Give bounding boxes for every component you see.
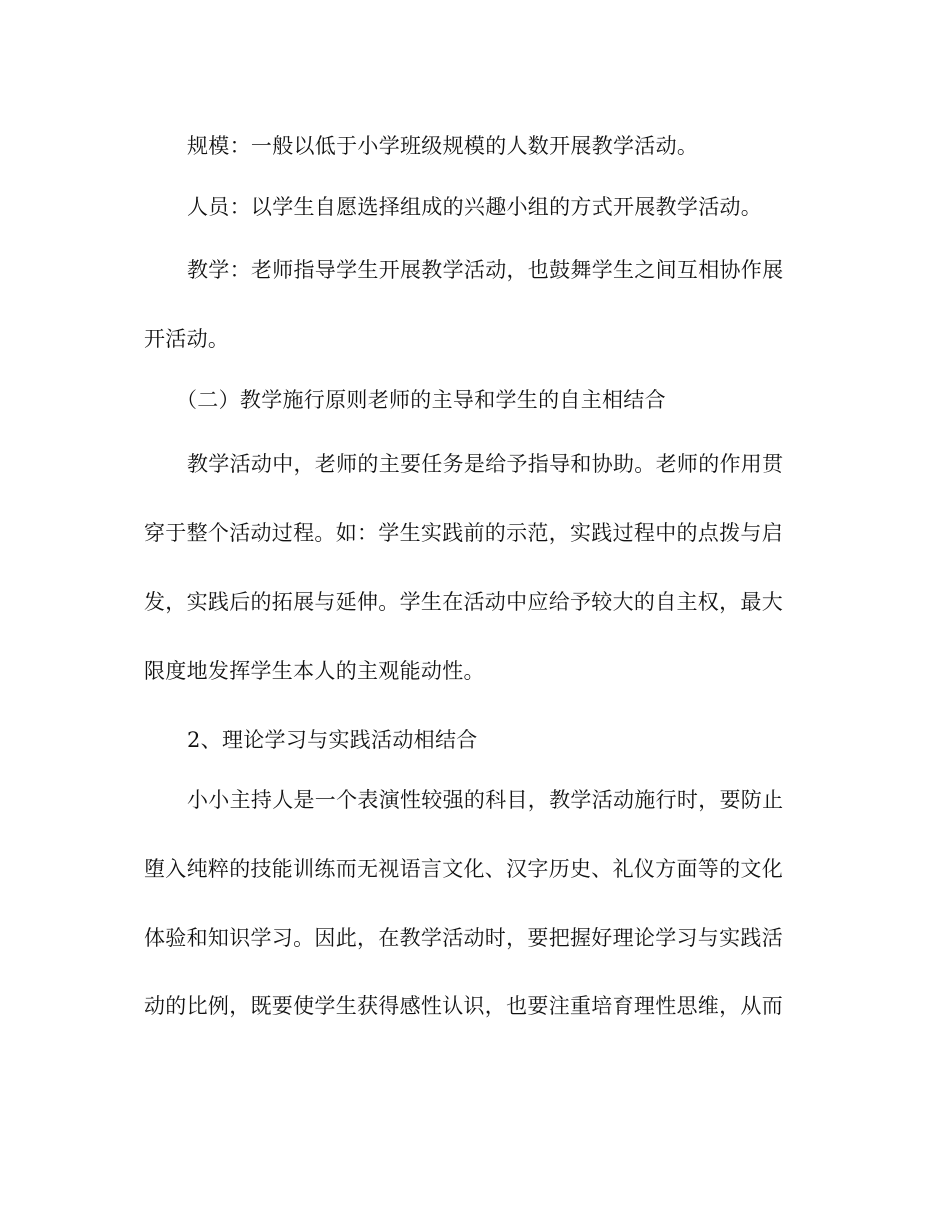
paragraph-host-line-3: 体验和知识学习。因此，在教学活动时，要把握好理论学习与实践活 — [144, 926, 783, 950]
section-heading-principle: （二）教学施行原则老师的主导和学生的自主相结合 — [176, 388, 666, 412]
section-heading-theory-practice: 2、理论学习与实践活动相结合 — [187, 728, 478, 752]
paragraph-guidance-line-4: 限度地发挥学生本人的主观能动性。 — [144, 659, 485, 683]
paragraph-teaching-line-1: 教学：老师指导学生开展教学活动，也鼓舞学生之间互相协作展 — [187, 258, 784, 282]
paragraph-guidance-line-2: 穿于整个活动过程。如：学生实践前的示范，实践过程中的点拨与启 — [144, 521, 783, 545]
paragraph-scale: 规模：一般以低于小学班级规模的人数开展教学活动。 — [187, 134, 699, 158]
paragraph-guidance-line-1: 教学活动中，老师的主要任务是给予指导和协助。老师的作用贯 — [187, 452, 784, 476]
paragraph-guidance-line-3: 发，实践后的拓展与延伸。学生在活动中应给予较大的自主权，最大 — [144, 590, 783, 614]
paragraph-teaching-line-2: 开活动。 — [144, 327, 230, 351]
paragraph-host-line-4: 动的比例，既要使学生获得感性认识，也要注重培育理性思维，从而 — [144, 994, 783, 1018]
paragraph-host-line-2: 堕入纯粹的技能训练而无视语言文化、汉字历史、礼仪方面等的文化 — [144, 857, 783, 881]
paragraph-personnel: 人员：以学生自愿选择组成的兴趣小组的方式开展教学活动。 — [187, 195, 763, 219]
paragraph-host-line-1: 小小主持人是一个表演性较强的科目，教学活动施行时，要防止 — [187, 788, 784, 812]
